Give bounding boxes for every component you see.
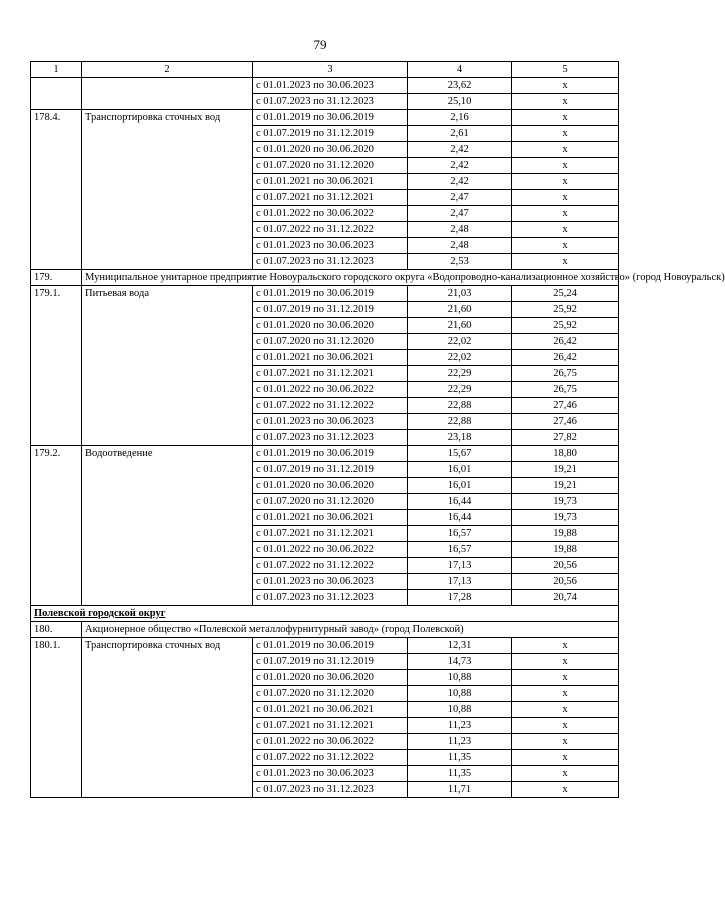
service-name-empty (82, 78, 253, 110)
tariff-value-vat: х (512, 638, 619, 654)
table-row (31, 286, 619, 302)
service-name: Транспортировка сточных вод (82, 638, 253, 798)
tariff-value: 15,67 (408, 446, 512, 462)
tariff-value: 16,01 (408, 462, 512, 478)
tariff-value-vat: х (512, 190, 619, 206)
period-cell: с 01.07.2021 по 31.12.2021 (253, 190, 408, 206)
tariff-value: 2,61 (408, 126, 512, 142)
tariff-value-vat: 20,56 (512, 574, 619, 590)
tariff-value-vat: х (512, 750, 619, 766)
period-cell: с 01.07.2019 по 31.12.2019 (253, 654, 408, 670)
tariff-value: 22,02 (408, 334, 512, 350)
tariff-value: 16,44 (408, 510, 512, 526)
service-name: Водоотведение (82, 446, 253, 606)
tariff-value-vat: х (512, 110, 619, 126)
tariff-value: 22,02 (408, 350, 512, 366)
tariff-value-vat: х (512, 158, 619, 174)
tariff-value-vat: х (512, 686, 619, 702)
period-cell: с 01.01.2023 по 30.06.2023 (253, 238, 408, 254)
organization-name: Муниципальное унитарное предприятие Новоуральского городского округа «Водопроводно-канализационное хозяйство» (город Новоуральск) (82, 270, 619, 286)
item-number: 180. (31, 622, 82, 638)
tariff-value-vat: х (512, 766, 619, 782)
period-cell: с 01.01.2021 по 30.06.2021 (253, 350, 408, 366)
item-number: 180.1. (31, 638, 82, 798)
tariff-value: 16,57 (408, 526, 512, 542)
table-row (31, 446, 619, 462)
tariff-value-vat: х (512, 206, 619, 222)
tariff-value: 2,47 (408, 190, 512, 206)
tariff-value-vat: 20,56 (512, 558, 619, 574)
tariff-value-vat: х (512, 670, 619, 686)
item-number: 179. (31, 270, 82, 286)
column-number-2: 2 (82, 62, 253, 78)
period-cell: с 01.07.2021 по 31.12.2021 (253, 718, 408, 734)
column-number-1: 1 (31, 62, 82, 78)
period-cell: с 01.01.2020 по 30.06.2020 (253, 142, 408, 158)
period-cell: с 01.01.2019 по 30.06.2019 (253, 446, 408, 462)
service-name: Питьевая вода (82, 286, 253, 446)
period-cell: с 01.07.2023 по 31.12.2023 (253, 94, 408, 110)
tariff-value-vat: 19,73 (512, 494, 619, 510)
tariff-value: 25,10 (408, 94, 512, 110)
item-number: 179.2. (31, 446, 82, 606)
tariff-value: 16,44 (408, 494, 512, 510)
tariff-value-vat: х (512, 654, 619, 670)
tariff-value: 11,23 (408, 718, 512, 734)
tariff-value-vat: 19,21 (512, 462, 619, 478)
tariff-value: 2,42 (408, 142, 512, 158)
tariff-value-vat: х (512, 174, 619, 190)
period-cell: с 01.01.2019 по 30.06.2019 (253, 110, 408, 126)
tariff-value-vat: 26,75 (512, 382, 619, 398)
period-cell: с 01.01.2023 по 30.06.2023 (253, 414, 408, 430)
period-cell: с 01.07.2020 по 31.12.2020 (253, 686, 408, 702)
tariff-value: 10,88 (408, 670, 512, 686)
period-cell: с 01.01.2020 по 30.06.2020 (253, 478, 408, 494)
column-number-row (31, 62, 619, 78)
table-row (31, 638, 619, 654)
period-cell: с 01.07.2023 по 31.12.2023 (253, 254, 408, 270)
period-cell: с 01.07.2020 по 31.12.2020 (253, 334, 408, 350)
tariff-value-vat: 25,92 (512, 318, 619, 334)
period-cell: с 01.07.2021 по 31.12.2021 (253, 366, 408, 382)
period-cell: с 01.07.2022 по 31.12.2022 (253, 750, 408, 766)
period-cell: с 01.01.2019 по 30.06.2019 (253, 286, 408, 302)
column-number-4: 4 (408, 62, 512, 78)
tariff-value-vat: х (512, 94, 619, 110)
tariff-value: 14,73 (408, 654, 512, 670)
period-cell: с 01.07.2023 по 31.12.2023 (253, 590, 408, 606)
tariff-value: 11,71 (408, 782, 512, 798)
period-cell: с 01.01.2021 по 30.06.2021 (253, 174, 408, 190)
period-cell: с 01.01.2022 по 30.06.2022 (253, 206, 408, 222)
tariff-value: 10,88 (408, 702, 512, 718)
tariff-value: 22,88 (408, 414, 512, 430)
tariff-value: 21,60 (408, 318, 512, 334)
period-cell: с 01.01.2023 по 30.06.2023 (253, 574, 408, 590)
tariff-value: 2,53 (408, 254, 512, 270)
tariff-value-vat: 20,74 (512, 590, 619, 606)
tariff-value-vat: 26,75 (512, 366, 619, 382)
period-cell: с 01.01.2023 по 30.06.2023 (253, 78, 408, 94)
tariff-value: 2,42 (408, 158, 512, 174)
column-number-5: 5 (512, 62, 619, 78)
tariff-value-vat: х (512, 126, 619, 142)
tariff-value: 23,18 (408, 430, 512, 446)
item-number-empty (31, 78, 82, 110)
tariff-value-vat: х (512, 78, 619, 94)
period-cell: с 01.07.2019 по 31.12.2019 (253, 302, 408, 318)
tariff-value-vat: 27,82 (512, 430, 619, 446)
tariff-value-vat: 19,73 (512, 510, 619, 526)
tariff-value: 11,23 (408, 734, 512, 750)
tariff-value-vat: х (512, 702, 619, 718)
table-row (31, 78, 619, 94)
tariff-value: 2,48 (408, 222, 512, 238)
period-cell: с 01.07.2022 по 31.12.2022 (253, 398, 408, 414)
period-cell: с 01.01.2021 по 30.06.2021 (253, 510, 408, 526)
period-cell: с 01.01.2020 по 30.06.2020 (253, 670, 408, 686)
table-row (31, 110, 619, 126)
period-cell: с 01.01.2019 по 30.06.2019 (253, 638, 408, 654)
tariff-value: 21,60 (408, 302, 512, 318)
tariff-value: 16,01 (408, 478, 512, 494)
period-cell: с 01.07.2023 по 31.12.2023 (253, 782, 408, 798)
item-number: 179.1. (31, 286, 82, 446)
period-cell: с 01.01.2022 по 30.06.2022 (253, 734, 408, 750)
tariff-value: 17,13 (408, 574, 512, 590)
tariff-value-vat: х (512, 238, 619, 254)
tariff-value: 12,31 (408, 638, 512, 654)
period-cell: с 01.07.2021 по 31.12.2021 (253, 526, 408, 542)
tariff-value-vat: 27,46 (512, 414, 619, 430)
period-cell: с 01.07.2020 по 31.12.2020 (253, 158, 408, 174)
tariff-value-vat: х (512, 718, 619, 734)
tariff-value: 22,29 (408, 366, 512, 382)
tariff-value-vat: 25,92 (512, 302, 619, 318)
item-number: 178.4. (31, 110, 82, 270)
tariff-value-vat: х (512, 142, 619, 158)
district-row (31, 606, 619, 622)
page-number: 79 (313, 37, 327, 52)
tariff-value: 22,29 (408, 382, 512, 398)
tariff-value-vat: 19,88 (512, 526, 619, 542)
tariff-value-vat: 19,88 (512, 542, 619, 558)
tariff-value-vat: 19,21 (512, 478, 619, 494)
period-cell: с 01.01.2022 по 30.06.2022 (253, 382, 408, 398)
tariff-table (30, 61, 725, 798)
tariff-value: 11,35 (408, 766, 512, 782)
tariff-value-vat: 27,46 (512, 398, 619, 414)
tariff-value-vat: 18,80 (512, 446, 619, 462)
tariff-value: 2,47 (408, 206, 512, 222)
tariff-value: 10,88 (408, 686, 512, 702)
tariff-value-vat: х (512, 254, 619, 270)
period-cell: с 01.01.2020 по 30.06.2020 (253, 318, 408, 334)
organization-name: Акционерное общество «Полевской металлофурнитурный завод» (город Полевской) (82, 622, 619, 638)
period-cell: с 01.01.2021 по 30.06.2021 (253, 702, 408, 718)
tariff-value-vat: х (512, 222, 619, 238)
tariff-value-vat: х (512, 734, 619, 750)
period-cell: с 01.07.2019 по 31.12.2019 (253, 462, 408, 478)
tariff-value: 11,35 (408, 750, 512, 766)
tariff-value: 17,13 (408, 558, 512, 574)
tariff-value-vat: 25,24 (512, 286, 619, 302)
period-cell: с 01.07.2020 по 31.12.2020 (253, 494, 408, 510)
organization-row (31, 622, 619, 638)
tariff-table-body (31, 62, 725, 798)
tariff-value: 23,62 (408, 78, 512, 94)
column-number-3: 3 (253, 62, 408, 78)
service-name: Транспортировка сточных вод (82, 110, 253, 270)
period-cell: с 01.07.2019 по 31.12.2019 (253, 126, 408, 142)
tariff-value: 22,88 (408, 398, 512, 414)
tariff-value-vat: 26,42 (512, 334, 619, 350)
period-cell: с 01.07.2022 по 31.12.2022 (253, 222, 408, 238)
organization-row (31, 270, 619, 286)
tariff-value: 2,48 (408, 238, 512, 254)
period-cell: с 01.01.2023 по 30.06.2023 (253, 766, 408, 782)
district-heading: Полевской городской округ (31, 606, 619, 622)
period-cell: с 01.07.2023 по 31.12.2023 (253, 430, 408, 446)
tariff-value: 16,57 (408, 542, 512, 558)
tariff-value-vat: 26,42 (512, 350, 619, 366)
tariff-value-vat: х (512, 782, 619, 798)
tariff-value: 2,42 (408, 174, 512, 190)
period-cell: с 01.01.2022 по 30.06.2022 (253, 542, 408, 558)
tariff-value: 21,03 (408, 286, 512, 302)
tariff-value: 17,28 (408, 590, 512, 606)
period-cell: с 01.07.2022 по 31.12.2022 (253, 558, 408, 574)
tariff-value: 2,16 (408, 110, 512, 126)
